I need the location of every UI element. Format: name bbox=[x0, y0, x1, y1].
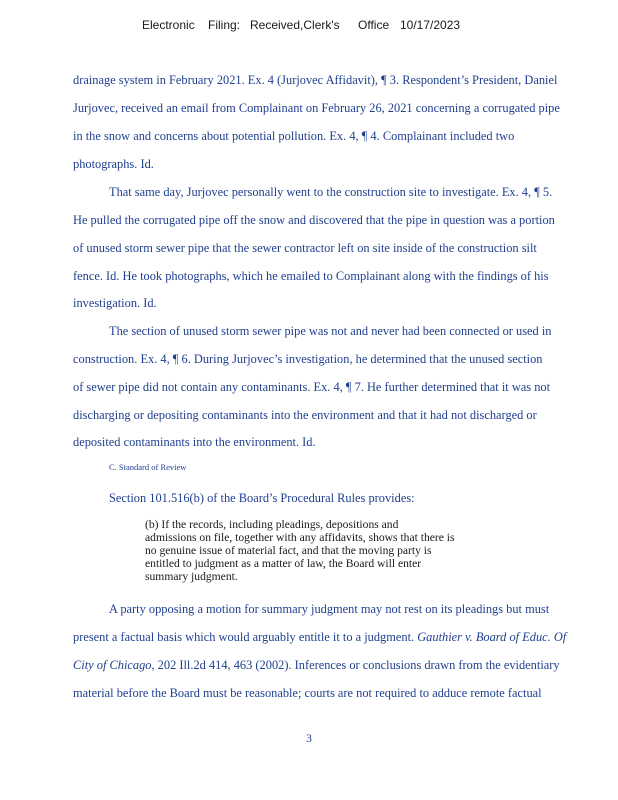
body-line: A party opposing a motion for summary judgment may not rest on its pleadings but must bbox=[109, 602, 550, 616]
header-filing: Filing: bbox=[208, 18, 241, 32]
body-line: material before the Board must be reasonable; courts are not required to adduce remote factual bbox=[73, 686, 542, 700]
header-received: Received,Clerk's bbox=[250, 18, 340, 32]
body-line: in the snow and concerns about potential pollution. Ex. 4, ¶ 4. Complainant included two bbox=[73, 129, 515, 143]
quote-line: entitled to judgment as a matter of law, the Board will enter bbox=[145, 557, 422, 570]
body-text: present a factual basis which would arguably entitle it to a judgment. bbox=[73, 630, 415, 644]
block-quote bbox=[145, 518, 510, 583]
body-line bbox=[73, 657, 560, 673]
body-line: photographs. Id. bbox=[73, 157, 154, 171]
header-electronic: Electronic bbox=[142, 18, 195, 32]
header-office: Office bbox=[358, 18, 390, 32]
body-line: of sewer pipe did not contain any contaminants. Ex. 4, ¶ 7. He further determined that it was not bbox=[73, 380, 551, 394]
header-date: 10/17/2023 bbox=[400, 18, 461, 32]
body-line bbox=[73, 629, 566, 645]
quote-line: (b) If the records, including pleadings, depositions and bbox=[145, 518, 399, 531]
body-line: fence. Id. He took photographs, which he emailed to Complainant along with the findings of his bbox=[73, 269, 549, 283]
section-heading: C. Standard of Review bbox=[109, 462, 187, 472]
body-text: , 202 Ill.2d 414, 463 (2002). Inferences or conclusions drawn from the evidentiary bbox=[151, 658, 560, 672]
page-number: 3 bbox=[306, 733, 312, 745]
filing-stamp-header bbox=[0, 18, 618, 34]
body-line: investigation. Id. bbox=[73, 296, 157, 310]
body-line: discharging or depositing contaminants into the environment and that it had not discharged or bbox=[73, 408, 537, 422]
body-line: That same day, Jurjovec personally went to the construction site to investigate. Ex. 4, ¶ 5. bbox=[109, 185, 553, 199]
quote-line: admissions on file, together with any affidavits, shows that there is bbox=[145, 531, 455, 544]
body-line: construction. Ex. 4, ¶ 6. During Jurjovec’s investigation, he determined that the unused section bbox=[73, 352, 543, 366]
body-line: Jurjovec, received an email from Complainant on February 26, 2021 concerning a corrugated pipe bbox=[73, 101, 560, 115]
body-line: of unused storm sewer pipe that the sewer contractor left on site inside of the construction silt bbox=[73, 241, 537, 255]
case-citation: City of Chicago bbox=[73, 658, 152, 672]
body-line: drainage system in February 2021. Ex. 4 (Jurjovec Affidavit), ¶ 3. Respondent’s President, Daniel bbox=[73, 73, 558, 87]
body-line: deposited contaminants into the environment. Id. bbox=[73, 435, 316, 449]
body-line: Section 101.516(b) of the Board’s Procedural Rules provides: bbox=[109, 491, 415, 505]
quote-line: summary judgment. bbox=[145, 570, 238, 583]
quote-line: no genuine issue of material fact, and that the moving party is bbox=[145, 544, 432, 557]
case-citation: Gauthier v. Board of Educ. Of bbox=[417, 630, 567, 644]
body-line: He pulled the corrugated pipe off the snow and discovered that the pipe in question was a portion bbox=[73, 213, 555, 227]
body-line: The section of unused storm sewer pipe was not and never had been connected or used in bbox=[109, 324, 552, 338]
